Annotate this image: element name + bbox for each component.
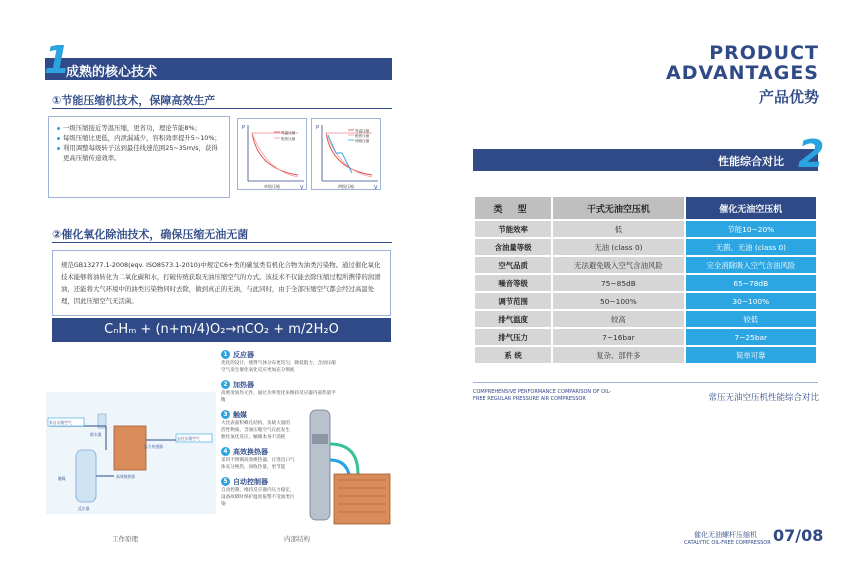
header-cn: 产品优势 bbox=[758, 88, 819, 106]
table-cell: 排气温度 bbox=[475, 311, 551, 327]
table-row bbox=[475, 221, 816, 237]
header-product: PRODUCT bbox=[709, 42, 819, 64]
table-cell: 较低 bbox=[686, 311, 816, 327]
part-number: 2 bbox=[221, 380, 230, 389]
table-cell: 调节范围 bbox=[475, 293, 551, 309]
table-cell: 无油 (class 0) bbox=[553, 239, 683, 255]
section1-number: 1 bbox=[44, 38, 71, 82]
table-cell: 75~85dB bbox=[553, 275, 683, 291]
table-row bbox=[475, 311, 816, 327]
part-number: 3 bbox=[221, 410, 230, 419]
chemical-formula: CₙHₘ + (n+m/4)O₂→nCO₂ + m/2H₂O bbox=[52, 318, 391, 342]
part-item bbox=[221, 350, 391, 374]
bullet-item: 每级压缩比更低，内泄漏减少，容积效率提升5~10%； bbox=[57, 133, 223, 143]
table-cell: 系 统 bbox=[475, 347, 551, 363]
part-desc: 优化的设计，使得气体分布更均匀，降低阻力，含油压缩空气发生催化氧化反应更加充分彻底 bbox=[221, 361, 336, 373]
table-cell: 无菌、无油 (class 0) bbox=[686, 239, 816, 255]
part-title: 加热器 bbox=[233, 381, 254, 389]
reactor-illustration bbox=[298, 404, 394, 530]
legend-item: 绝热压缩 bbox=[355, 134, 370, 138]
table-divider bbox=[473, 382, 818, 383]
table-cell: 空气品质 bbox=[475, 257, 551, 273]
part-desc: 采用不锈钢高效换热器，让进出口气体充分换热，回收热量，更节能 bbox=[221, 458, 295, 470]
caption-internal-structure: 内部结构 bbox=[284, 535, 310, 543]
part-number: 4 bbox=[221, 447, 230, 456]
part-title: 自动控制器 bbox=[233, 478, 268, 486]
caption-working-principle: 工作原理 bbox=[112, 535, 138, 543]
table-header-cell: 类 型 bbox=[475, 197, 551, 219]
diagram-svg bbox=[46, 392, 216, 514]
part-number: 5 bbox=[221, 477, 230, 486]
part-title: 反应器 bbox=[233, 351, 254, 359]
table-cell: 30~100% bbox=[686, 293, 816, 309]
diagram-label: 高效换热器 bbox=[116, 474, 135, 479]
bullet-list bbox=[49, 117, 229, 163]
legend-item: 等温压缩 bbox=[281, 131, 296, 135]
part-desc: 自动控制，维持反应器内压力稳定，设备故障时保护温度报警不受油类污染 bbox=[221, 488, 295, 507]
part-title: 高效换热器 bbox=[233, 448, 268, 456]
axis-v: V bbox=[374, 185, 378, 191]
pv-graph-double bbox=[311, 118, 381, 190]
page-number: 07/08 bbox=[773, 526, 824, 545]
table-cell: 7~25bar bbox=[686, 329, 816, 345]
table-cell: 简单可靠 bbox=[686, 347, 816, 363]
diagram-label: 除水器 bbox=[90, 432, 102, 437]
section1-title: 成熟的核心技术 bbox=[66, 65, 158, 80]
part-title: 触媒 bbox=[233, 411, 247, 419]
diagram-label: 去往压缩空气 bbox=[177, 436, 200, 441]
bullet-item: 利用调整每级转子达到最佳线速范围25~35m/s，获得更高压缩传递效率。 bbox=[57, 143, 223, 163]
graph-xlabel: 单级压缩 bbox=[264, 184, 280, 189]
item2-divider bbox=[52, 242, 392, 243]
pv-graph-single-svg bbox=[238, 119, 308, 191]
working-principle-diagram bbox=[46, 392, 216, 514]
table-cell: 较高 bbox=[553, 311, 683, 327]
part-item bbox=[221, 380, 391, 404]
table-cell: 65~78dB bbox=[686, 275, 816, 291]
diagram-label: 压力传感器 bbox=[144, 444, 163, 449]
table-caption-en: COMPREHENSIVE PERFORMANCE COMPARISON OF OIL-FREE REGULAR PRESSURE AIR COMPRESSOR bbox=[473, 389, 612, 402]
table-cell: 低 bbox=[553, 221, 683, 237]
bullet-box bbox=[48, 116, 230, 198]
pv-graph-single bbox=[237, 118, 307, 190]
table-row bbox=[475, 347, 816, 363]
part-desc: 高密度加热元件，通过功率变化来维持反应器内部热量平衡 bbox=[221, 391, 336, 403]
table-row bbox=[475, 329, 816, 345]
part-number: 1 bbox=[221, 350, 230, 359]
section2-title: 性能综合对比 bbox=[718, 155, 784, 168]
part-desc: 大比表面积蜂孔结构，负载大量的活性物质，含油压缩空气在此发生催化氧化反应，触媒本身不消耗 bbox=[221, 421, 290, 440]
axis-v: V bbox=[300, 185, 304, 191]
item1-divider bbox=[52, 108, 392, 109]
table-cell: 50~100% bbox=[553, 293, 683, 309]
pv-graph-double-svg bbox=[312, 119, 382, 191]
table-row bbox=[475, 275, 816, 291]
table-cell: 节能效率 bbox=[475, 221, 551, 237]
legend-item: 两级压缩 bbox=[355, 139, 370, 143]
table-row bbox=[475, 239, 816, 255]
footer-product-cn: 催化无油螺杆压缩机 bbox=[694, 531, 757, 539]
table-cell: 噪音等级 bbox=[475, 275, 551, 291]
body-paragraph: 规范GB13277.1-2008(eqv. ISO8573.1-2010)中规定C6+类的碳氢类有机化合物为油类污染物。通过催化氧化技术能够将油转化为二氧化碳和水，打破传统获取无油压缩空气的方式。该技术不仅能去除压缩过程所携带的润滑油，还能将大气环境中的油类污染物同时去除，做到真正的无油，与此同时，由于全部压缩空气都会经过高温处理，因此压缩空气无活菌。 bbox=[61, 261, 381, 305]
table-header-cell: 催化无油空压机 bbox=[686, 197, 816, 219]
footer-product-en: CATALYTIC OIL-FREE COMPRESSOR bbox=[684, 540, 771, 546]
table-header-cell: 干式无油空压机 bbox=[553, 197, 683, 219]
section2-number: 2 bbox=[798, 132, 825, 176]
diagram-label: 来自压缩空气 bbox=[49, 420, 72, 425]
table-row bbox=[475, 293, 816, 309]
table-cell: 7~16bar bbox=[553, 329, 683, 345]
bullet-item: 一级压缩接近等温压缩，更省功，理论节能8%； bbox=[57, 123, 223, 133]
axis-p: P bbox=[316, 125, 320, 131]
table-header-row bbox=[475, 197, 816, 219]
table-cell: 完全消除吸入空气含油风险 bbox=[686, 257, 816, 273]
paragraph-box bbox=[52, 250, 391, 316]
table-cell: 节能10~20% bbox=[686, 221, 816, 237]
table-cell: 排气压力 bbox=[475, 329, 551, 345]
table-cell: 复杂、部件多 bbox=[553, 347, 683, 363]
table-cell: 含油量等级 bbox=[475, 239, 551, 255]
comparison-table bbox=[473, 195, 818, 365]
diagram-label: 反应器 bbox=[78, 506, 90, 511]
table-row bbox=[475, 257, 816, 273]
item2-title: ②催化氧化除油技术，确保压缩无油无菌 bbox=[52, 228, 249, 241]
reactor-svg bbox=[298, 404, 394, 530]
table-cell: 无法避免吸入空气含油风险 bbox=[553, 257, 683, 273]
header-advantages: ADVANTAGES bbox=[666, 62, 819, 84]
item1-title: ①节能压缩机技术，保障高效生产 bbox=[52, 94, 216, 107]
table-caption-cn: 常压无油空压机性能综合对比 bbox=[708, 393, 819, 403]
legend-item: 绝热压缩 bbox=[281, 137, 296, 141]
graph-xlabel: 两级压缩 bbox=[338, 184, 354, 189]
legend-item: 等温压缩 bbox=[355, 129, 370, 133]
diagram-label: 触媒 bbox=[58, 476, 66, 481]
axis-p: P bbox=[242, 125, 246, 131]
